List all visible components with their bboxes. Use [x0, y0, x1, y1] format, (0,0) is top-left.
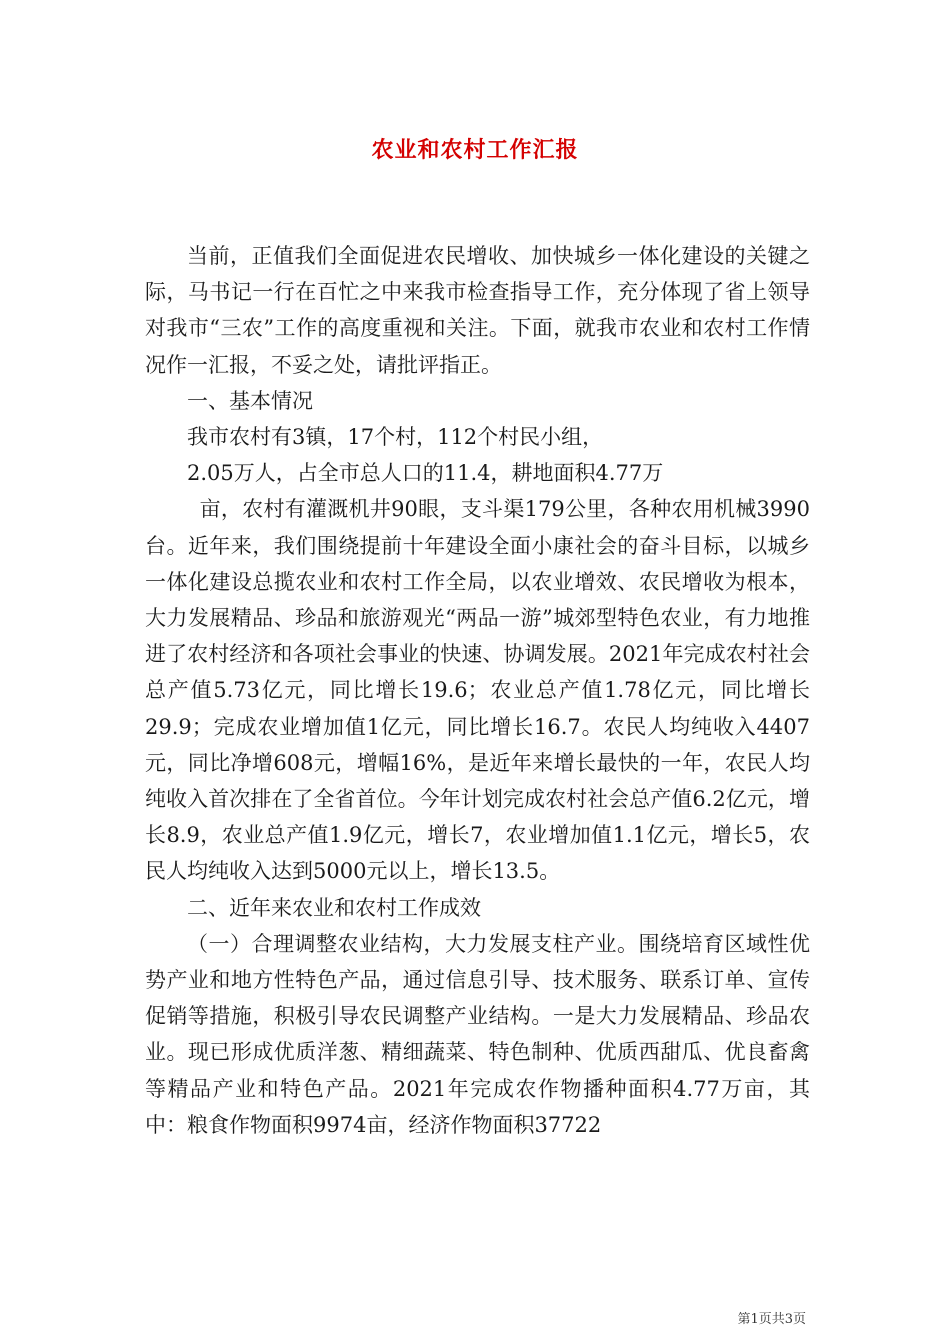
page-number: 第1页共3页 [737, 1312, 806, 1327]
document-title: 农业和农村工作汇报 [371, 137, 579, 163]
intro-paragraph: 当前，正值我们全面促进农民增收、加快城乡一体化建设的关键之际，马书记一行在百忙之中来我市检查指导工作，充分体现了省上领导对我市“三农”工作的高度重视和关注。下面，就我市农业和农村工作情况作一汇报，不妥之处，请批评指正。 [145, 244, 810, 377]
basic-info-paragraph: 亩，农村有灌溉机井90眼，支斗渠179公里，各种农用机械3990台。近年来，我们围绕提前十年建设全面小康社会的奋斗目标，以城乡一体化建设总揽农业和农村工作全局，以农业增效、农民增收为根本，大力发展精品、珍品和旅游观光“两品一游”城郊型特色农业，有力地推进了农村经济和各项社会事业的快速、协调发展。2021年完成农村社会总产值5.73亿元，同比增长19.6；农业总产值1.78亿元，同比增长29.9；完成农业增加值1亿元，同比增长16.7。农民人均纯收入4407元，同比净增608元，增幅16%，是近年来增长最快的一年，农民人均纯收入首次排在了全省首位。今年计划完成农村社会总产值6.2亿元，增长8.9，农业总产值1.9亿元，增长7，农业增加值1.1亿元，增长5，农民人均纯收入达到5000元以上，增长13.5。 [145, 497, 810, 884]
basic-info-line-1: 我市农村有3镇，17个村，112个村民小组， [187, 425, 604, 450]
document-body [145, 238, 810, 1143]
basic-info-line-2: 2.05万人，占全市总人口的11.4，耕地面积4.77万 [187, 461, 664, 486]
achievements-paragraph-1: （一）合理调整农业结构，大力发展支柱产业。围绕培育区域性优势产业和地方性特色产品，通过信息引导、技术服务、联系订单、宣传促销等措施，积极引导农民调整产业结构。一是大力发展精品、珍品农业。现已形成优质洋葱、精细蔬菜、特色制种、优质西甜瓜、优良畜禽等精品产业和特色产品。2021年完成农作物播种面积4.77万亩，其中：粮食作物面积9974亩，经济作物面积37722 [145, 931, 810, 1137]
section-heading-basic: 一、基本情况 [187, 388, 313, 413]
section-heading-achievements: 二、近年来农业和农村工作成效 [187, 895, 481, 920]
